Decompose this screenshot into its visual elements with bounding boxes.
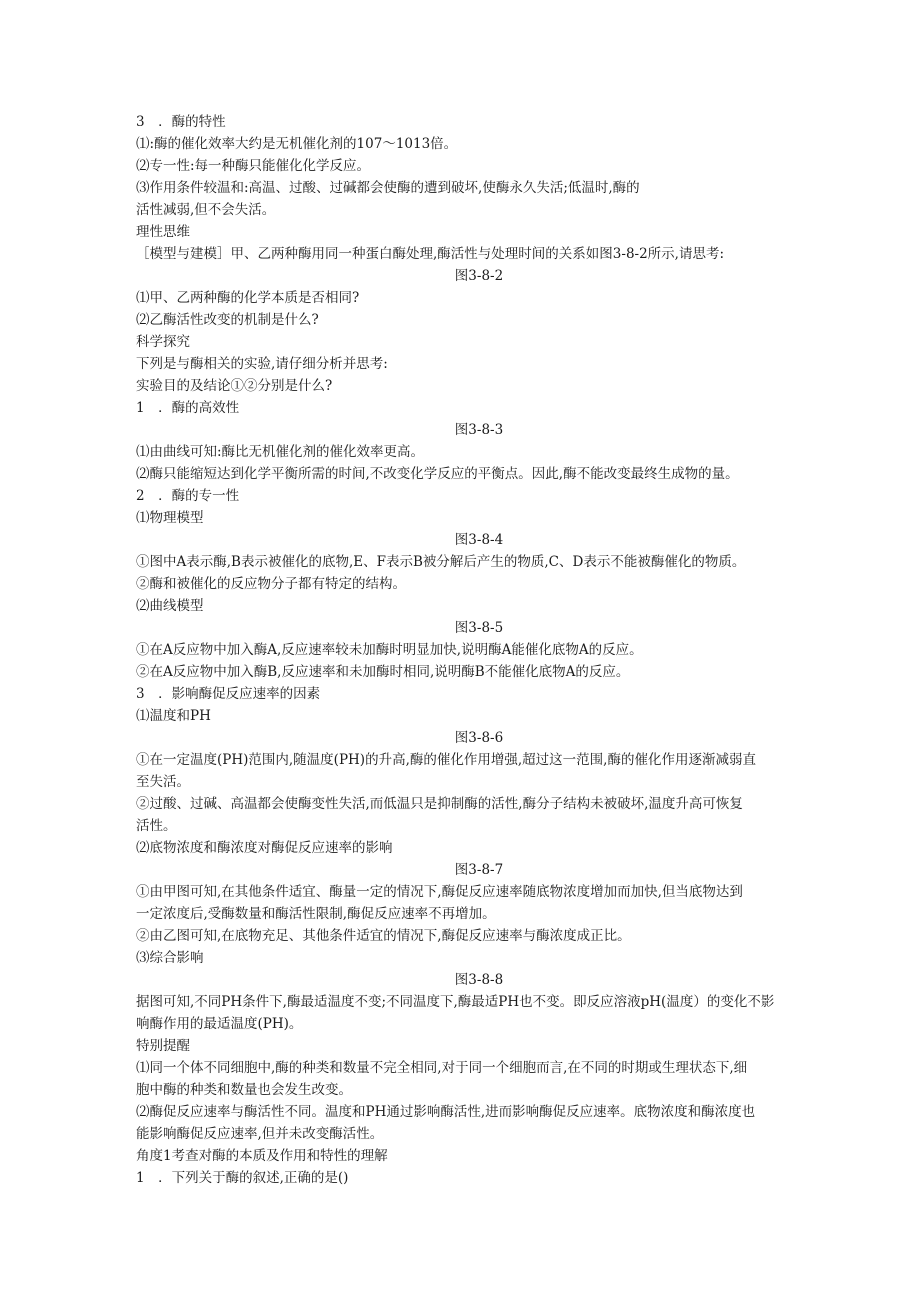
- text-line: ②过酸、过碱、高温都会使酶变性失活,而低温只是抑制酶的活性,酶分子结构未被破坏,温度升高可恢复: [136, 796, 743, 812]
- text-line: 一定浓度后,受酶数量和酶活性限制,酶促反应速率不再增加。: [136, 906, 496, 922]
- text-line: 响酶作用的最适温度(PH)。: [136, 1016, 303, 1032]
- text-line: ⑵曲线模型: [136, 598, 204, 614]
- text-line: ⑴温度和PH: [136, 708, 211, 724]
- figure-caption: 图3-8-8: [454, 972, 504, 988]
- text-line: ⑵专一性:每一种酶只能催化化学反应。: [136, 158, 371, 174]
- text-line: ①在A反应物中加入酶A,反应速率较未加酶时明显加快,说明酶A能催化底物A的反应。: [136, 642, 643, 658]
- text-line: 角度1考查对酶的本质及作用和特性的理解: [136, 1148, 388, 1164]
- text-line: 下列是与酶相关的实验,请仔细分析并思考:: [136, 356, 388, 372]
- text-line: ⑶综合影响: [136, 950, 204, 966]
- figure-caption: 图3-8-2: [454, 268, 504, 284]
- text-line: ⑴:酶的催化效率大约是无机催化剂的107～1013倍。: [136, 136, 458, 152]
- text-line: ⑵酶只能缩短达到化学平衡所需的时间,不改变化学反应的平衡点。因此,酶不能改变最终生成物的量。: [136, 466, 739, 482]
- text-line: ①图中A表示酶,B表示被催化的底物,E、F表示B被分解后产生的物质,C、D表示不能被酶催化的物质。: [136, 554, 746, 570]
- text-line: 至失活。: [136, 774, 190, 790]
- text-line: ①由甲图可知,在其他条件适宜、酶量一定的情况下,酶促反应速率随底物浓度增加而加快,但当底物达到: [136, 884, 743, 900]
- text-line: ⑴甲、乙两种酶的化学本质是否相同?: [136, 290, 360, 306]
- text-line: ②在A反应物中加入酶B,反应速率和未加酶时相同,说明酶B不能催化底物A的反应。: [136, 664, 630, 680]
- text-line: 科学探究: [136, 334, 190, 350]
- figure-caption: 图3-8-7: [454, 862, 504, 878]
- text-line: 活性减弱,但不会失活。: [136, 202, 276, 218]
- text-line: 胞中酶的种类和数量也会发生改变。: [136, 1082, 352, 1098]
- figure-caption: 图3-8-6: [454, 730, 504, 746]
- text-line: ⑵底物浓度和酶浓度对酶促反应速率的影响: [136, 840, 393, 856]
- document-body: [136, 111, 812, 1189]
- text-line: ⑴由曲线可知:酶比无机催化剂的催化效率更高。: [136, 444, 425, 460]
- text-line: 2 ．酶的专一性: [136, 488, 240, 504]
- text-line: 据图可知,不同PH条件下,酶最适温度不变;不同温度下,酶最适PH也不变。即反应溶液pH(温度）的变化不影: [136, 994, 775, 1010]
- text-line: ②酶和被催化的反应物分子都有特定的结构。: [136, 576, 406, 592]
- text-line: ［模型与建模］甲、乙两种酶用同一种蛋白酶处理,酶活性与处理时间的关系如图3-8-2所示,请思考:: [136, 246, 725, 262]
- text-line: 3 ．影响酶促反应速率的因素: [136, 686, 321, 702]
- text-line: ⑴同一个体不同细胞中,酶的种类和数量不完全相同,对于同一个细胞而言,在不同的时期或生理状态下,细: [136, 1060, 748, 1076]
- text-line: ⑴物理模型: [136, 510, 204, 526]
- text-line: ⑵乙酶活性改变的机制是什么?: [136, 312, 319, 328]
- text-line: 实验目的及结论①②分别是什么?: [136, 378, 333, 394]
- text-line: ①在一定温度(PH)范围内,随温度(PH)的升高,酶的催化作用增强,超过这一范围,酶的催化作用逐渐减弱直: [136, 752, 756, 768]
- text-line: 1 ．酶的高效性: [136, 400, 240, 416]
- text-line: ⑵酶促反应速率与酶活性不同。温度和PH通过影响酶活性,进而影响酶促反应速率。底物浓度和酶浓度也: [136, 1104, 756, 1120]
- text-line: ⑶作用条件较温和:高温、过酸、过碱都会使酶的遭到破坏,使酶永久失活;低温时,酶的: [136, 180, 640, 196]
- text-line: 活性。: [136, 818, 177, 834]
- text-line: 1 ．下列关于酶的叙述,正确的是(): [136, 1170, 349, 1186]
- figure-caption: 图3-8-5: [454, 620, 504, 636]
- text-line: 理性思维: [136, 224, 190, 240]
- figure-caption: 图3-8-3: [454, 422, 504, 438]
- text-line: ②由乙图可知,在底物充足、其他条件适宜的情况下,酶促反应速率与酶浓度成正比。: [136, 928, 631, 944]
- figure-caption: 图3-8-4: [454, 532, 504, 548]
- text-line: 特别提醒: [136, 1038, 190, 1054]
- text-line: 能影响酶促反应速率,但并未改变酶活性。: [136, 1126, 384, 1142]
- text-line: 3 ．酶的特性: [136, 114, 226, 130]
